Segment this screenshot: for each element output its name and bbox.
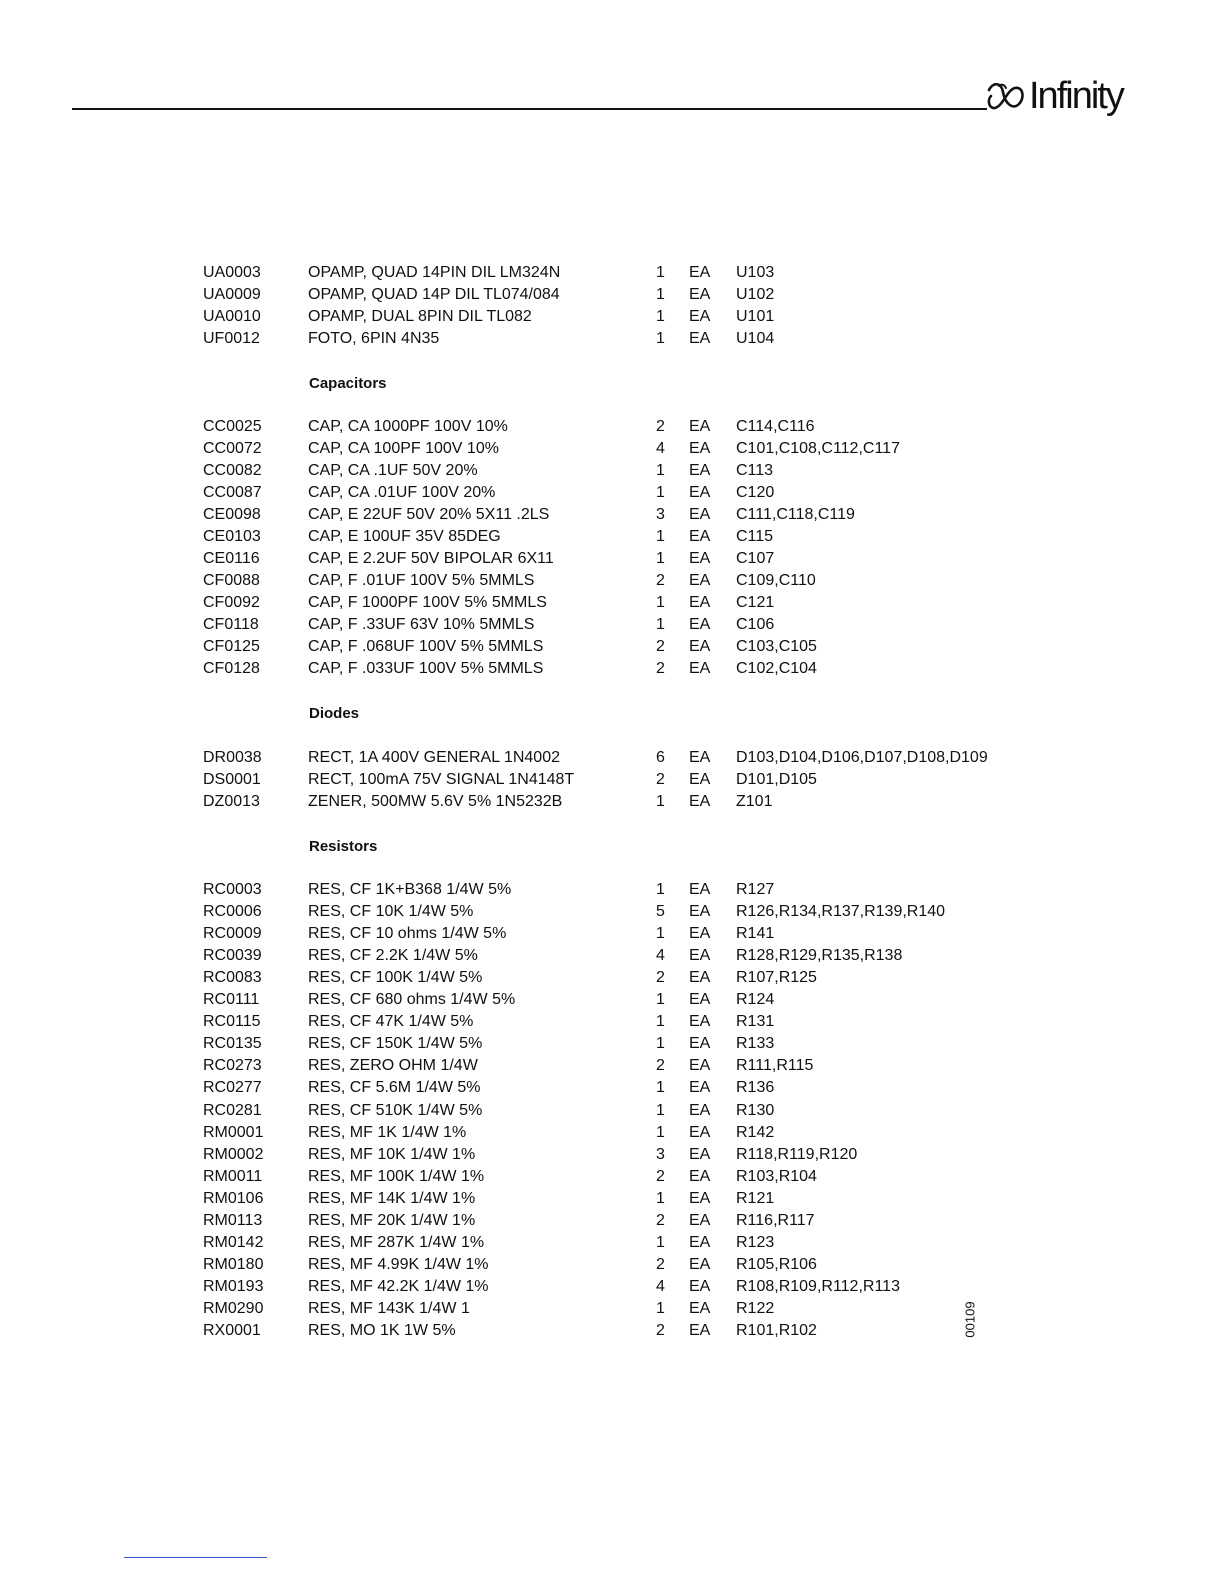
part-row: [0, 791, 1224, 813]
part-description: RECT, 1A 400V GENERAL 1N4002: [308, 749, 560, 766]
part-row: [0, 592, 1224, 614]
part-description: RES, CF 680 ohms 1/4W 5%: [308, 991, 516, 1009]
section-title: Capacitors: [309, 375, 387, 392]
part-unit: EA: [689, 749, 711, 766]
part-reference: C106: [736, 616, 775, 633]
part-quantity: 2: [656, 1322, 665, 1339]
part-reference: C107: [736, 550, 775, 567]
part-unit: EA: [689, 330, 711, 347]
part-reference: R127: [736, 881, 775, 898]
section-heading: [0, 373, 1224, 395]
part-reference: C101,C108,C112,C117: [736, 440, 900, 457]
part-row: [0, 1011, 1224, 1033]
part-row: [0, 1100, 1224, 1122]
part-description: ZENER, 500MW 5.6V 5% 1N5232B: [308, 793, 563, 810]
part-code: RM0001: [203, 1123, 264, 1141]
part-quantity: 2: [656, 638, 665, 655]
part-description: RES, MF 100K 1/4W 1%: [308, 1167, 485, 1185]
part-quantity: 5: [656, 903, 665, 921]
part-reference: C103,C105: [736, 638, 817, 655]
part-code: RC0135: [203, 1035, 262, 1053]
part-quantity: 2: [656, 969, 665, 987]
part-description: RES, CF 100K 1/4W 5%: [308, 969, 483, 987]
part-code: CF0128: [203, 660, 260, 677]
part-code: DR0038: [203, 749, 262, 766]
part-description: RES, MF 1K 1/4W 1%: [308, 1123, 467, 1141]
part-quantity: 1: [656, 484, 665, 501]
part-unit: EA: [689, 1123, 711, 1141]
part-description: CAP, E 22UF 50V 20% 5X11 .2LS: [308, 506, 550, 523]
part-reference: R131: [736, 1013, 775, 1031]
part-reference: R130: [736, 1101, 775, 1119]
part-quantity: 1: [656, 462, 665, 479]
part-unit: EA: [689, 594, 711, 611]
part-quantity: 1: [656, 528, 665, 545]
part-code: CF0118: [203, 616, 259, 633]
part-code: UA0010: [203, 308, 261, 325]
part-reference: R121: [736, 1189, 775, 1207]
part-description: RES, CF 150K 1/4W 5%: [308, 1035, 483, 1053]
part-description: RES, MF 143K 1/4W 1: [308, 1299, 470, 1317]
part-description: CAP, CA 100PF 100V 10%: [308, 440, 499, 457]
part-row: [0, 1232, 1224, 1254]
part-description: RES, CF 10K 1/4W 5%: [308, 903, 474, 921]
part-unit: EA: [689, 484, 711, 501]
part-reference: U104: [736, 330, 775, 347]
part-unit: EA: [689, 1299, 711, 1317]
part-row: [0, 967, 1224, 989]
part-unit: EA: [689, 1013, 711, 1031]
part-description: RES, CF 1K+B368 1/4W 5%: [308, 881, 512, 898]
part-unit: EA: [689, 925, 711, 943]
part-unit: EA: [689, 1255, 711, 1273]
part-code: CF0092: [203, 594, 260, 611]
part-code: RC0281: [203, 1101, 262, 1119]
part-description: CAP, F .033UF 100V 5% 5MMLS: [308, 660, 544, 677]
part-row: [0, 1055, 1224, 1077]
part-quantity: 2: [656, 1057, 665, 1075]
part-description: RES, CF 10 ohms 1/4W 5%: [308, 925, 507, 943]
footer-link-underline: [124, 1557, 267, 1558]
part-unit: EA: [689, 881, 711, 898]
part-unit: EA: [689, 1057, 711, 1075]
part-code: RC0006: [203, 903, 262, 921]
part-unit: EA: [689, 793, 711, 810]
part-unit: EA: [689, 947, 711, 965]
part-row: [0, 1254, 1224, 1276]
part-code: RC0115: [203, 1013, 261, 1031]
part-reference: U101: [736, 308, 775, 325]
part-quantity: 1: [656, 1079, 665, 1097]
part-reference: C113: [736, 462, 774, 479]
part-quantity: 4: [656, 947, 665, 965]
part-unit: EA: [689, 1145, 711, 1163]
part-row: [0, 1298, 1224, 1320]
part-code: CC0072: [203, 440, 262, 457]
part-description: CAP, F .01UF 100V 5% 5MMLS: [308, 572, 535, 589]
part-quantity: 2: [656, 1211, 665, 1229]
part-row: [0, 504, 1224, 526]
part-unit: EA: [689, 550, 711, 567]
part-row: [0, 1033, 1224, 1055]
part-reference: R126,R134,R137,R139,R140: [736, 903, 946, 921]
part-reference: C111,C118,C119: [736, 506, 855, 523]
part-row: [0, 923, 1224, 945]
part-description: OPAMP, QUAD 14P DIL TL074/084: [308, 286, 560, 303]
part-row: [0, 1166, 1224, 1188]
part-unit: EA: [689, 969, 711, 987]
part-unit: EA: [689, 264, 711, 281]
part-reference: R128,R129,R135,R138: [736, 947, 903, 965]
part-row: [0, 614, 1224, 636]
part-quantity: 1: [656, 1101, 665, 1119]
part-reference: C120: [736, 484, 775, 501]
part-row: [0, 1144, 1224, 1166]
part-reference: R103,R104: [736, 1167, 817, 1185]
part-description: OPAMP, QUAD 14PIN DIL LM324N: [308, 264, 561, 281]
section-title: Diodes: [309, 705, 360, 722]
part-row: [0, 879, 1224, 901]
part-row: [0, 1077, 1224, 1099]
part-quantity: 1: [656, 1189, 665, 1207]
part-reference: R136: [736, 1079, 775, 1097]
part-quantity: 1: [656, 1035, 665, 1053]
section-heading: [0, 836, 1224, 858]
part-row: [0, 1188, 1224, 1210]
part-quantity: 2: [656, 418, 665, 435]
part-reference: D103,D104,D106,D107,D108,D109: [736, 749, 988, 766]
brand-name: Infinity: [1029, 75, 1123, 117]
part-unit: EA: [689, 572, 711, 589]
part-quantity: 1: [656, 308, 665, 325]
part-quantity: 2: [656, 1255, 665, 1273]
part-code: CC0087: [203, 484, 262, 501]
header-rule: [72, 108, 987, 110]
part-code: RC0277: [203, 1079, 262, 1097]
part-description: RES, MF 4.99K 1/4W 1%: [308, 1255, 489, 1273]
part-unit: EA: [689, 308, 711, 325]
part-reference: R116,R117: [736, 1211, 815, 1229]
part-quantity: 1: [656, 264, 665, 281]
part-unit: EA: [689, 771, 711, 788]
part-description: CAP, CA .1UF 50V 20%: [308, 462, 478, 479]
part-row: [0, 989, 1224, 1011]
part-quantity: 4: [656, 440, 665, 457]
part-reference: R105,R106: [736, 1255, 817, 1273]
part-unit: EA: [689, 1233, 711, 1251]
part-quantity: 1: [656, 550, 665, 567]
part-unit: EA: [689, 1211, 711, 1229]
part-reference: R124: [736, 991, 775, 1009]
part-quantity: 4: [656, 1277, 665, 1295]
part-code: RM0011: [203, 1167, 263, 1185]
part-unit: EA: [689, 616, 711, 633]
part-quantity: 2: [656, 572, 665, 589]
part-row: [0, 548, 1224, 570]
part-unit: EA: [689, 506, 711, 523]
part-row: [0, 306, 1224, 328]
part-code: CC0082: [203, 462, 262, 479]
part-quantity: 6: [656, 749, 665, 766]
part-quantity: 1: [656, 925, 665, 943]
part-row: [0, 1210, 1224, 1232]
part-unit: EA: [689, 1079, 711, 1097]
part-reference: R111,R115: [736, 1057, 814, 1075]
part-code: CF0125: [203, 638, 260, 655]
part-code: CC0025: [203, 418, 262, 435]
part-quantity: 1: [656, 1233, 665, 1251]
part-code: RC0009: [203, 925, 262, 943]
part-code: DS0001: [203, 771, 261, 788]
part-row: [0, 526, 1224, 548]
part-quantity: 1: [656, 330, 665, 347]
part-description: CAP, F 1000PF 100V 5% 5MMLS: [308, 594, 547, 611]
part-description: FOTO, 6PIN 4N35: [308, 330, 440, 347]
part-code: DZ0013: [203, 793, 260, 810]
part-unit: EA: [689, 1167, 711, 1185]
part-row: [0, 460, 1224, 482]
part-quantity: 1: [656, 594, 665, 611]
part-quantity: 1: [656, 1123, 665, 1141]
part-row: [0, 416, 1224, 438]
part-unit: EA: [689, 660, 711, 677]
part-unit: EA: [689, 1322, 711, 1339]
part-reference: C115: [736, 528, 774, 545]
part-description: CAP, F .33UF 63V 10% 5MMLS: [308, 616, 535, 633]
infinity-mark-icon: [985, 80, 1029, 114]
part-code: CF0088: [203, 572, 260, 589]
part-reference: U103: [736, 264, 775, 281]
part-row: [0, 328, 1224, 350]
part-row: [0, 945, 1224, 967]
part-unit: EA: [689, 1189, 711, 1207]
part-reference: U102: [736, 286, 775, 303]
part-row: [0, 1122, 1224, 1144]
part-unit: EA: [689, 1277, 711, 1295]
part-quantity: 3: [656, 506, 665, 523]
part-code: UA0003: [203, 264, 261, 281]
part-code: RM0193: [203, 1277, 264, 1295]
part-description: RES, MF 20K 1/4W 1%: [308, 1211, 476, 1229]
part-reference: C109,C110: [736, 572, 816, 589]
part-row: [0, 262, 1224, 284]
part-code: UF0012: [203, 330, 260, 347]
part-unit: EA: [689, 903, 711, 921]
part-row: [0, 1320, 1224, 1342]
part-row: [0, 747, 1224, 769]
part-unit: EA: [689, 1101, 711, 1119]
part-reference: R133: [736, 1035, 775, 1053]
side-note: 00109: [962, 1301, 978, 1338]
part-code: RC0273: [203, 1057, 262, 1075]
part-description: RES, MF 14K 1/4W 1%: [308, 1189, 476, 1207]
part-quantity: 1: [656, 286, 665, 303]
part-reference: R122: [736, 1299, 775, 1317]
part-description: OPAMP, DUAL 8PIN DIL TL082: [308, 308, 532, 325]
part-row: [0, 570, 1224, 592]
part-description: RES, CF 2.2K 1/4W 5%: [308, 947, 478, 965]
part-description: RES, ZERO OHM 1/4W: [308, 1057, 478, 1075]
part-code: RC0083: [203, 969, 262, 987]
part-reference: R142: [736, 1123, 775, 1141]
part-description: RECT, 100mA 75V SIGNAL 1N4148T: [308, 771, 575, 788]
part-row: [0, 1276, 1224, 1298]
part-description: RES, MF 287K 1/4W 1%: [308, 1233, 485, 1251]
part-reference: R101,R102: [736, 1322, 817, 1339]
part-reference: Z101: [736, 793, 773, 810]
part-description: RES, CF 47K 1/4W 5%: [308, 1013, 474, 1031]
section-heading: [0, 703, 1224, 725]
part-unit: EA: [689, 1035, 711, 1053]
part-unit: EA: [689, 991, 711, 1009]
part-row: [0, 658, 1224, 680]
part-code: RM0106: [203, 1189, 264, 1207]
part-quantity: 2: [656, 771, 665, 788]
part-description: RES, CF 510K 1/4W 5%: [308, 1101, 483, 1119]
part-description: CAP, CA .01UF 100V 20%: [308, 484, 496, 501]
part-unit: EA: [689, 462, 711, 479]
section-title: Resistors: [309, 838, 378, 855]
part-row: [0, 284, 1224, 306]
part-reference: C121: [736, 594, 775, 611]
part-reference: C114,C116: [736, 418, 815, 435]
part-reference: R118,R119,R120: [736, 1145, 858, 1163]
part-description: RES, MF 10K 1/4W 1%: [308, 1145, 476, 1163]
part-reference: R107,R125: [736, 969, 817, 987]
part-code: CE0116: [203, 550, 260, 567]
part-quantity: 2: [656, 660, 665, 677]
part-description: CAP, E 100UF 35V 85DEG: [308, 528, 501, 545]
part-description: CAP, E 2.2UF 50V BIPOLAR 6X11: [308, 550, 554, 567]
part-quantity: 1: [656, 1299, 665, 1317]
part-quantity: 1: [656, 1013, 665, 1031]
part-quantity: 1: [656, 616, 665, 633]
part-reference: D101,D105: [736, 771, 817, 788]
part-code: RC0039: [203, 947, 262, 965]
part-unit: EA: [689, 638, 711, 655]
part-unit: EA: [689, 440, 711, 457]
part-row: [0, 769, 1224, 791]
part-quantity: 2: [656, 1167, 665, 1185]
part-unit: EA: [689, 528, 711, 545]
infinity-logo: [985, 72, 1145, 120]
part-code: RM0180: [203, 1255, 264, 1273]
part-row: [0, 482, 1224, 504]
part-unit: EA: [689, 286, 711, 303]
part-quantity: 1: [656, 793, 665, 810]
part-row: [0, 901, 1224, 923]
part-row: [0, 636, 1224, 658]
part-unit: EA: [689, 418, 711, 435]
part-description: CAP, F .068UF 100V 5% 5MMLS: [308, 638, 544, 655]
part-reference: C102,C104: [736, 660, 817, 677]
part-description: RES, MO 1K 1W 5%: [308, 1322, 456, 1339]
part-quantity: 3: [656, 1145, 665, 1163]
part-description: RES, CF 5.6M 1/4W 5%: [308, 1079, 481, 1097]
part-code: RM0290: [203, 1299, 264, 1317]
part-reference: R108,R109,R112,R113: [736, 1277, 900, 1295]
part-description: CAP, CA 1000PF 100V 10%: [308, 418, 508, 435]
part-code: CE0098: [203, 506, 261, 523]
part-description: RES, MF 42.2K 1/4W 1%: [308, 1277, 489, 1295]
part-code: RX0001: [203, 1322, 261, 1339]
part-code: RM0002: [203, 1145, 264, 1163]
part-code: RM0142: [203, 1233, 264, 1251]
part-row: [0, 438, 1224, 460]
part-code: RC0003: [203, 881, 262, 898]
part-code: CE0103: [203, 528, 261, 545]
part-quantity: 1: [656, 881, 665, 898]
part-reference: R141: [736, 925, 775, 943]
part-code: UA0009: [203, 286, 261, 303]
part-code: RC0111: [203, 991, 260, 1009]
part-reference: R123: [736, 1233, 775, 1251]
part-quantity: 1: [656, 991, 665, 1009]
part-code: RM0113: [203, 1211, 263, 1229]
